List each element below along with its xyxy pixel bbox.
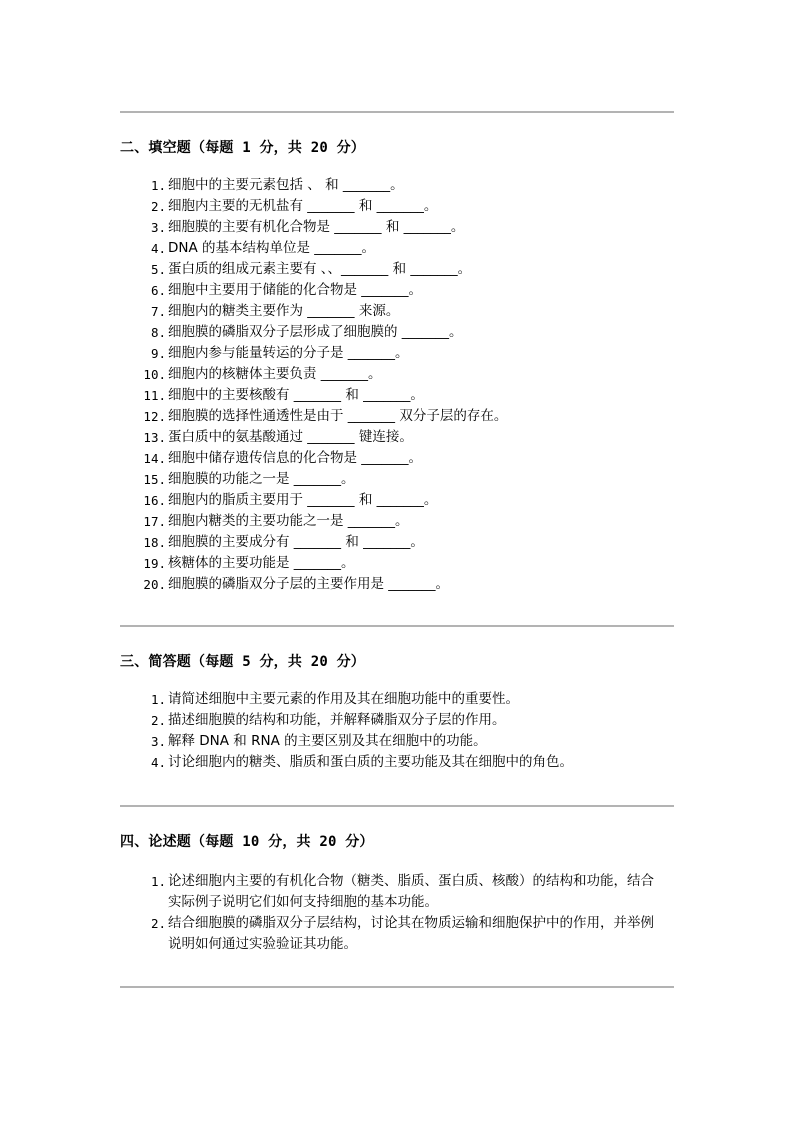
essay-question-list <box>140 871 666 955</box>
question-text: 细胞中的主要元素包括 、 和 _______。 <box>168 177 404 193</box>
question-number: 19. <box>143 556 166 571</box>
question-item <box>140 322 507 343</box>
question-number: 11. <box>143 388 166 403</box>
question-item <box>140 343 507 364</box>
question-text: 结合细胞膜的磷脂双分子层结构，讨论其在物质运输和细胞保护中的作用，并举例说明如何通过实验验证其功能。 <box>168 915 654 952</box>
question-item <box>140 448 507 469</box>
question-number: 3. <box>150 734 166 749</box>
question-item <box>140 469 507 490</box>
question-text: 细胞膜的主要有机化合物是 _______ 和 _______。 <box>168 219 465 235</box>
question-item <box>140 217 507 238</box>
question-item <box>140 511 507 532</box>
section-title-essay: 四、论述题（每题 10 分，共 20 分） <box>120 834 374 850</box>
question-item <box>140 532 507 553</box>
question-text: 细胞膜的主要成分有 _______ 和 _______。 <box>168 534 424 550</box>
question-text: 请简述细胞中主要元素的作用及其在细胞功能中的重要性。 <box>168 691 519 707</box>
divider-top <box>120 111 674 113</box>
question-item <box>140 259 507 280</box>
question-item <box>140 731 573 752</box>
question-number: 14. <box>143 451 166 466</box>
question-text: 细胞膜的磷脂双分子层的主要作用是 _______。 <box>168 576 450 592</box>
short-answer-question-list <box>140 689 573 773</box>
question-item <box>140 280 507 301</box>
question-number: 2. <box>150 199 166 214</box>
question-number: 7. <box>150 304 166 319</box>
question-item <box>140 710 573 731</box>
question-number: 12. <box>143 409 166 424</box>
question-number: 15. <box>143 472 166 487</box>
question-text: 蛋白质的组成元素主要有 、、_______ 和 _______。 <box>168 261 472 277</box>
question-text: 细胞内的脂质主要用于 _______ 和 _______。 <box>168 492 438 508</box>
divider-section3 <box>120 625 674 627</box>
question-number: 13. <box>143 430 166 445</box>
question-number: 9. <box>150 346 166 361</box>
question-item <box>140 175 507 196</box>
question-number: 4. <box>150 755 166 770</box>
question-text: 细胞内参与能量转运的分子是 _______。 <box>168 345 409 361</box>
question-text: 细胞内的核糖体主要负责 _______。 <box>168 366 382 382</box>
question-item <box>140 301 507 322</box>
question-text: 细胞中储存遗传信息的化合物是 _______。 <box>168 450 423 466</box>
question-text: 细胞中的主要核酸有 _______ 和 _______。 <box>168 387 424 403</box>
section-title-fill-in: 二、填空题（每题 1 分，共 20 分） <box>120 140 366 156</box>
question-text: 蛋白质中的氨基酸通过 _______ 键连接。 <box>168 429 413 445</box>
question-number: 1. <box>150 874 166 889</box>
question-number: 10. <box>143 367 166 382</box>
question-number: 20. <box>143 577 166 592</box>
question-text: 细胞膜的磷脂双分子层形成了细胞膜的 _______。 <box>168 324 463 340</box>
question-text: 解释 DNA 和 RNA 的主要区别及其在细胞中的功能。 <box>168 733 487 749</box>
question-item <box>140 490 507 511</box>
divider-section4 <box>120 805 674 807</box>
question-text: 细胞中主要用于储能的化合物是 _______。 <box>168 282 423 298</box>
fill-in-question-list <box>140 175 507 595</box>
question-item <box>140 913 666 955</box>
question-item <box>140 364 507 385</box>
question-item <box>140 574 507 595</box>
question-item <box>140 406 507 427</box>
question-number: 5. <box>150 262 166 277</box>
question-number: 6. <box>150 283 166 298</box>
question-number: 1. <box>150 692 166 707</box>
question-text: DNA 的基本结构单位是 _______。 <box>168 240 376 256</box>
question-number: 8. <box>150 325 166 340</box>
question-number: 2. <box>150 713 166 728</box>
question-number: 1. <box>150 178 166 193</box>
question-item <box>140 238 507 259</box>
question-item <box>140 385 507 406</box>
question-text: 核糖体的主要功能是 _______。 <box>168 555 355 571</box>
question-text: 细胞内主要的无机盐有 _______ 和 _______。 <box>168 198 438 214</box>
question-number: 17. <box>143 514 166 529</box>
question-item <box>140 871 666 913</box>
question-number: 2. <box>150 916 166 931</box>
question-item <box>140 752 573 773</box>
question-item <box>140 553 507 574</box>
section-title-short-answer: 三、简答题（每题 5 分，共 20 分） <box>120 654 366 670</box>
question-text: 描述细胞膜的结构和功能，并解释磷脂双分子层的作用。 <box>168 712 506 728</box>
divider-bottom <box>120 986 674 988</box>
question-number: 16. <box>143 493 166 508</box>
question-text: 细胞膜的选择性通透性是由于 _______ 双分子层的存在。 <box>168 408 508 424</box>
question-number: 4. <box>150 241 166 256</box>
question-item <box>140 689 573 710</box>
question-text: 讨论细胞内的糖类、脂质和蛋白质的主要功能及其在细胞中的角色。 <box>168 754 573 770</box>
question-text: 细胞内糖类的主要功能之一是 _______。 <box>168 513 409 529</box>
question-text: 细胞膜的功能之一是 _______。 <box>168 471 355 487</box>
question-item <box>140 196 507 217</box>
question-number: 18. <box>143 535 166 550</box>
question-item <box>140 427 507 448</box>
question-text: 论述细胞内主要的有机化合物（糖类、脂质、蛋白质、核酸）的结构和功能，结合实际例子说明它们如何支持细胞的基本功能。 <box>168 873 654 910</box>
question-text: 细胞内的糖类主要作为 _______ 来源。 <box>168 303 400 319</box>
question-number: 3. <box>150 220 166 235</box>
